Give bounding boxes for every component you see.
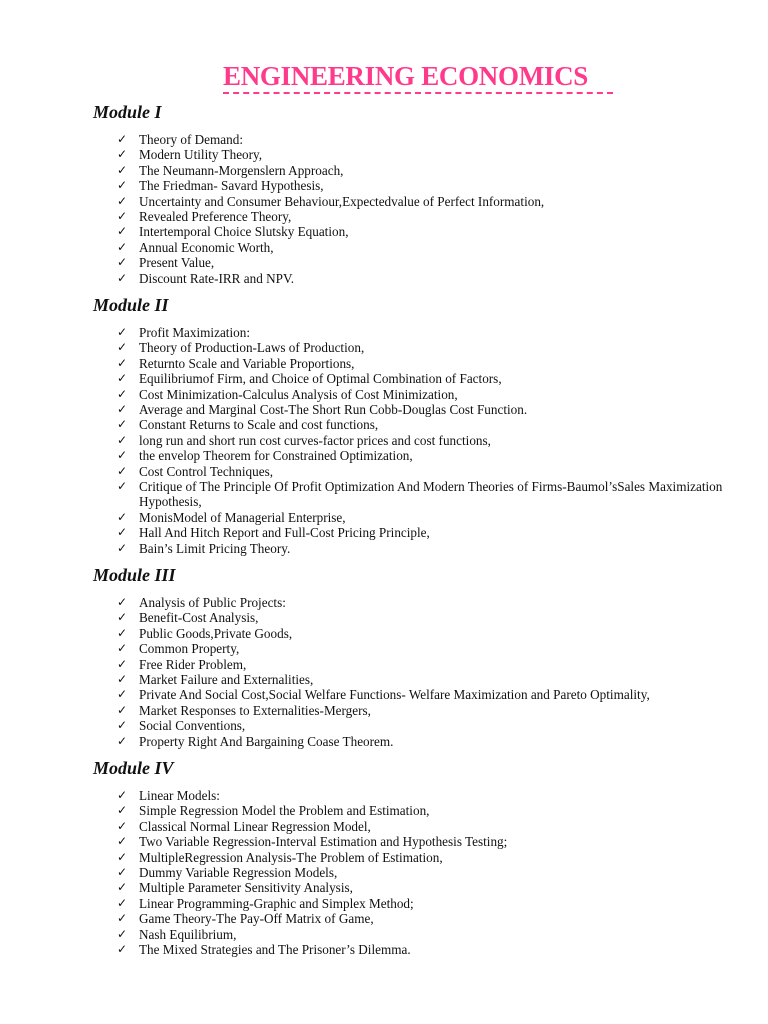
checkmark-icon: ✓ — [117, 595, 128, 609]
checkmark-icon: ✓ — [117, 270, 128, 285]
checkmark-icon: ✓ — [117, 942, 128, 957]
list-item-text: Constant Returns to Scale and cost functions, — [139, 417, 379, 433]
list-item — [93, 240, 733, 255]
list-item — [93, 224, 733, 239]
list-item-text: Market Responses to Externalities-Mergers, — [139, 702, 371, 718]
checkmark-icon: ✓ — [117, 656, 128, 671]
list-item-text: long run and short run cost curves-factor prices and cost functions, — [139, 432, 491, 448]
module-3 — [93, 565, 733, 749]
checkmark-icon: ✓ — [117, 509, 128, 524]
list-item-text: Benefit-Cost Analysis, — [139, 610, 259, 626]
checkmark-icon: ✓ — [117, 880, 128, 895]
list-item-text: Analysis of Public Projects: — [139, 595, 286, 610]
list-item — [93, 417, 733, 432]
checkmark-icon: ✓ — [117, 162, 128, 177]
list-item-text: MultipleRegression Analysis-The Problem of Estimation, — [139, 849, 443, 865]
checkmark-icon: ✓ — [117, 625, 128, 640]
list-item — [93, 356, 733, 371]
list-item-text: Uncertainty and Consumer Behaviour,Expectedvalue of Perfect Information, — [139, 193, 545, 209]
list-item-text: Two Variable Regression-Interval Estimation and Hypothesis Testing; — [139, 834, 508, 850]
list-item — [93, 255, 733, 270]
list-item-text: Social Conventions, — [139, 718, 246, 734]
list-item-text: Discount Rate-IRR and NPV. — [139, 270, 295, 286]
module-2 — [93, 295, 733, 556]
list-item-text: Common Property, — [139, 641, 240, 657]
list-item — [93, 178, 733, 193]
checkmark-icon: ✓ — [117, 417, 128, 432]
list-item-text: Multiple Parameter Sensitivity Analysis, — [139, 880, 353, 896]
checkmark-icon: ✓ — [117, 255, 128, 270]
list-item-text: Market Failure and Externalities, — [139, 672, 314, 688]
list-item-text: Revealed Preference Theory, — [139, 209, 292, 225]
checkmark-icon: ✓ — [117, 178, 128, 193]
checkmark-icon: ✓ — [117, 386, 128, 401]
checkmark-icon: ✓ — [117, 834, 128, 849]
topic-list — [93, 788, 733, 957]
checkmark-icon: ✓ — [117, 432, 128, 447]
list-item — [93, 464, 733, 479]
list-item-text: Nash Equilibrium, — [139, 926, 237, 942]
list-item — [93, 340, 733, 355]
list-item — [93, 610, 733, 625]
list-item-text: Theory of Production-Laws of Production, — [139, 340, 365, 356]
list-item — [93, 880, 733, 895]
list-item-text: Private And Social Cost,Social Welfare Functions- Welfare Maximization and Pareto Optimality, — [139, 687, 650, 703]
list-item — [93, 927, 733, 942]
list-item-text: Average and Marginal Cost-The Short Run Cobb-Douglas Cost Function. — [139, 402, 528, 418]
list-item — [93, 803, 733, 818]
checkmark-icon: ✓ — [117, 371, 128, 386]
list-item — [93, 911, 733, 926]
list-item — [93, 626, 733, 641]
checkmark-icon: ✓ — [117, 479, 128, 494]
list-item-text: Public Goods,Private Goods, — [139, 625, 293, 641]
checkmark-icon: ✓ — [117, 849, 128, 864]
checkmark-icon: ✓ — [117, 448, 128, 463]
list-item — [93, 147, 733, 162]
list-item — [93, 325, 733, 340]
list-item — [93, 448, 733, 463]
list-item-text: MonisModel of Managerial Enterprise, — [139, 509, 346, 525]
checkmark-icon: ✓ — [117, 733, 128, 748]
list-item — [93, 834, 733, 849]
list-item-text: the envelop Theorem for Constrained Optimization, — [139, 448, 413, 464]
checkmark-icon: ✓ — [117, 788, 128, 802]
checkmark-icon: ✓ — [117, 687, 128, 702]
list-item — [93, 371, 733, 386]
list-item-text: Cost Control Techniques, — [139, 463, 273, 479]
checkmark-icon: ✓ — [117, 610, 128, 625]
list-item-text: Present Value, — [139, 255, 215, 271]
list-item — [93, 850, 733, 865]
list-item-text: Equilibriumof Firm, and Choice of Optimal Combination of Factors, — [139, 371, 502, 387]
list-item — [93, 687, 733, 702]
module-1 — [93, 102, 733, 286]
topic-list — [93, 132, 733, 286]
list-item — [93, 525, 733, 540]
list-item-text: Hall And Hitch Report and Full-Cost Pricing Principle, — [139, 525, 430, 541]
checkmark-icon: ✓ — [117, 702, 128, 717]
module-heading: Module I — [93, 102, 162, 122]
checkmark-icon: ✓ — [117, 239, 128, 254]
list-item — [93, 479, 733, 510]
checkmark-icon: ✓ — [117, 672, 128, 687]
list-item — [93, 718, 733, 733]
list-item-text: The Neumann-Morgenslern Approach, — [139, 162, 344, 178]
list-item — [93, 541, 733, 556]
list-item-text: Critique of The Principle Of Profit Optimization And Modern Theories of Firms-Baumol’sSales Maximization Hypothesis, — [139, 479, 723, 510]
checkmark-icon: ✓ — [117, 193, 128, 208]
list-item-text: Linear Models: — [139, 788, 220, 803]
list-item-text: Profit Maximization: — [139, 325, 250, 340]
topic-list — [93, 325, 733, 556]
checkmark-icon: ✓ — [117, 209, 128, 224]
list-item-text: Cost Minimization-Calculus Analysis of Cost Minimization, — [139, 386, 458, 402]
checkmark-icon: ✓ — [117, 803, 128, 818]
list-item — [93, 734, 733, 749]
checkmark-icon: ✓ — [117, 926, 128, 941]
list-item-text: The Mixed Strategies and The Prisoner’s Dilemma. — [139, 942, 411, 958]
list-item-text: Dummy Variable Regression Models, — [139, 865, 338, 881]
module-heading: Module IV — [93, 758, 174, 778]
list-item-text: Intertemporal Choice Slutsky Equation, — [139, 224, 349, 240]
checkmark-icon: ✓ — [117, 895, 128, 910]
topic-list — [93, 595, 733, 749]
list-item — [93, 194, 733, 209]
list-item-text: The Friedman- Savard Hypothesis, — [139, 178, 324, 194]
checkmark-icon: ✓ — [117, 402, 128, 417]
list-item-text: Linear Programming-Graphic and Simplex Method; — [139, 895, 414, 911]
list-item — [93, 271, 733, 286]
list-item — [93, 163, 733, 178]
list-item — [93, 387, 733, 402]
list-item-text: Bain’s Limit Pricing Theory. — [139, 540, 291, 556]
checkmark-icon: ✓ — [117, 718, 128, 733]
list-item-text: Modern Utility Theory, — [139, 147, 263, 163]
list-item — [93, 132, 733, 147]
list-item — [93, 896, 733, 911]
list-item — [93, 433, 733, 448]
checkmark-icon: ✓ — [117, 147, 128, 162]
checkmark-icon: ✓ — [117, 463, 128, 478]
list-item — [93, 209, 733, 224]
checkmark-icon: ✓ — [117, 865, 128, 880]
list-item — [93, 510, 733, 525]
checkmark-icon: ✓ — [117, 641, 128, 656]
checkmark-icon: ✓ — [117, 340, 128, 355]
checkmark-icon: ✓ — [117, 224, 128, 239]
list-item — [93, 641, 733, 656]
list-item — [93, 657, 733, 672]
list-item — [93, 402, 733, 417]
module-heading: Module III — [93, 565, 176, 585]
list-item — [93, 788, 733, 803]
list-item-text: Returnto Scale and Variable Proportions, — [139, 355, 355, 371]
page-title: ENGINEERING ECONOMICS — [223, 60, 613, 94]
list-item-text: Simple Regression Model the Problem and Estimation, — [139, 803, 430, 819]
checkmark-icon: ✓ — [117, 911, 128, 926]
checkmark-icon: ✓ — [117, 525, 128, 540]
checkmark-icon: ✓ — [117, 818, 128, 833]
list-item-text: Theory of Demand: — [139, 132, 243, 147]
checkmark-icon: ✓ — [117, 355, 128, 370]
list-item-text: Property Right And Bargaining Coase Theorem. — [139, 733, 394, 749]
list-item — [93, 595, 733, 610]
checkmark-icon: ✓ — [117, 132, 128, 146]
list-item-text: Game Theory-The Pay-Off Matrix of Game, — [139, 911, 374, 927]
module-4 — [93, 758, 733, 957]
module-heading: Module II — [93, 295, 169, 315]
list-item-text: Free Rider Problem, — [139, 656, 247, 672]
list-item — [93, 819, 733, 834]
list-item — [93, 672, 733, 687]
list-item-text: Classical Normal Linear Regression Model, — [139, 818, 371, 834]
checkmark-icon: ✓ — [117, 325, 128, 339]
list-item — [93, 703, 733, 718]
list-item-text: Annual Economic Worth, — [139, 239, 274, 255]
list-item — [93, 942, 733, 957]
checkmark-icon: ✓ — [117, 540, 128, 555]
list-item — [93, 865, 733, 880]
